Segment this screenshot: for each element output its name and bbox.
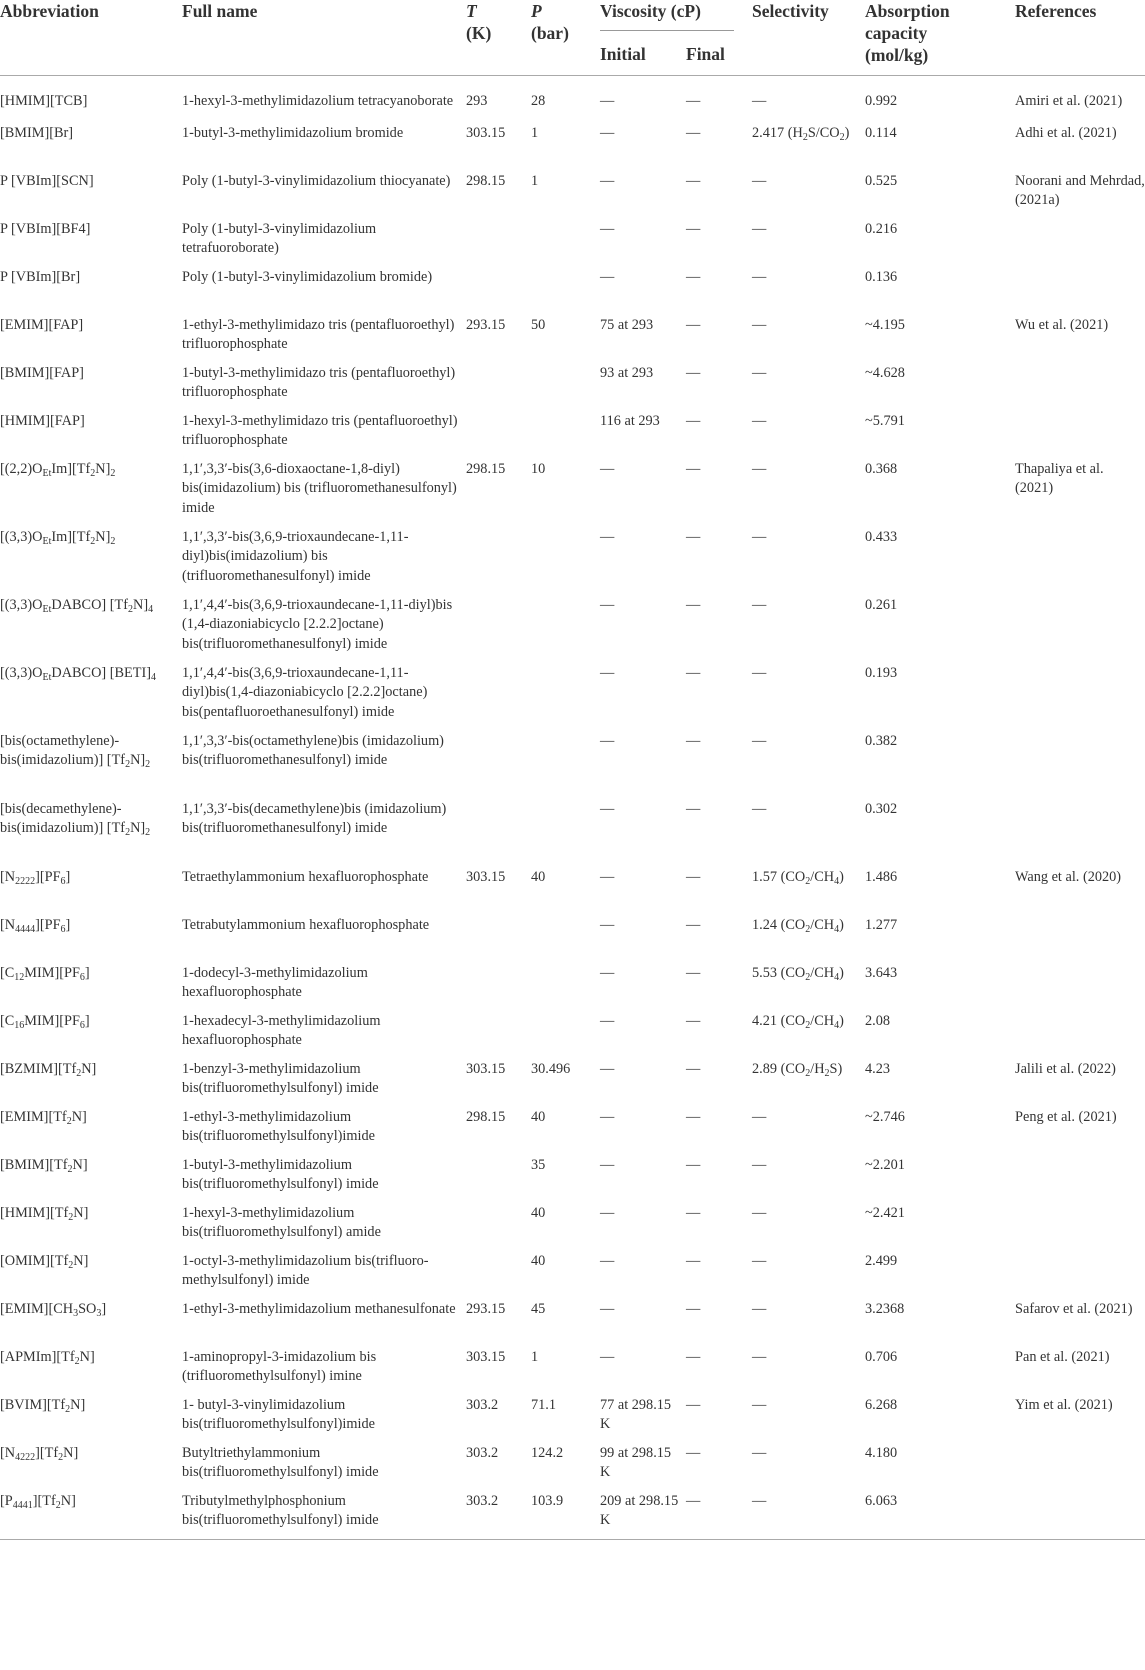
cell-abbreviation: [HMIM][TCB] bbox=[0, 93, 88, 109]
header-viscosity-final: Final bbox=[686, 44, 725, 64]
cell-temperature: 293 bbox=[466, 93, 488, 109]
table-row bbox=[0, 732, 1145, 800]
cell-pressure: 40 bbox=[531, 1252, 546, 1269]
cell-full-name: Poly (1-butyl-3-vinylimidazolium bromide) bbox=[182, 268, 433, 285]
cell-pressure bbox=[531, 664, 600, 732]
table-row bbox=[0, 1108, 1145, 1156]
cell-viscosity-final: — bbox=[686, 268, 701, 285]
cell-reference bbox=[1015, 412, 1145, 460]
cell-absorption-capacity: ~2.201 bbox=[865, 1156, 905, 1173]
cell-viscosity-final: — bbox=[686, 172, 701, 189]
cell-abbreviation: $[P_{4441}][Tf_2N]$ bbox=[0, 1492, 76, 1511]
cell-abbreviation: $[HMIM][Tf_2N]$ bbox=[0, 1204, 89, 1223]
cell-viscosity-final: — bbox=[686, 868, 701, 885]
cell-full-name: 1,1′,3,3′-bis(3,6,9-trioxaundecane-1,11-diyl)bis(imidazolium) bis (trifluoromethanesulfonyl) imide bbox=[182, 528, 409, 584]
cell-pressure bbox=[531, 528, 600, 596]
cell-viscosity-final: — bbox=[686, 1060, 701, 1077]
cell-viscosity-initial: — bbox=[600, 1300, 615, 1317]
cell-full-name: 1-butyl-3-methylimidazo tris (pentafluoroethyl) trifluorophosphate bbox=[182, 364, 456, 400]
cell-selectivity: — bbox=[752, 412, 767, 429]
cell-absorption-capacity: 0.525 bbox=[865, 172, 898, 189]
cell-pressure: 40 bbox=[531, 1108, 546, 1125]
table-row bbox=[0, 364, 1145, 412]
cell-abbreviation: [BMIM][Br] bbox=[0, 124, 74, 141]
cell-reference: Wang et al. (2020) bbox=[1015, 868, 1122, 885]
cell-selectivity: — bbox=[752, 1156, 767, 1173]
cell-absorption-capacity: ~2.421 bbox=[865, 1204, 905, 1221]
cell-pressure: 35 bbox=[531, 1156, 546, 1173]
table-row bbox=[0, 220, 1145, 268]
cell-temperature bbox=[466, 964, 531, 1012]
cell-abbreviation: [bis(decamethylene)-bis(imidazolium)] $[Tf_2N]_2$ bbox=[0, 800, 151, 838]
table-row bbox=[0, 1300, 1145, 1348]
cell-viscosity-initial: — bbox=[600, 1060, 615, 1077]
cell-full-name: 1,1′,4,4′-bis(3,6,9-trioxaundecane-1,11-diyl)bis (1,4-diazoniabicyclo [2.2.2]octane) bis(trifluoromethanesulfonyl) imide bbox=[182, 596, 453, 652]
cell-absorption-capacity: 0.216 bbox=[865, 220, 898, 237]
cell-viscosity-final: — bbox=[686, 916, 701, 933]
cell-absorption-capacity: 6.063 bbox=[865, 1492, 898, 1509]
cell-reference: Noorani and Mehrdad, (2021a) bbox=[1015, 172, 1145, 208]
cell-selectivity: 4.21 $(CO_2/CH_4)$ bbox=[752, 1012, 844, 1031]
cell-abbreviation: [EMIM][FAP] bbox=[0, 316, 84, 333]
cell-reference: Pan et al. (2021) bbox=[1015, 1348, 1110, 1365]
table-row bbox=[0, 868, 1145, 916]
cell-viscosity-final: — bbox=[686, 528, 701, 545]
cell-abbreviation: $[(3,3)O_{Et}Im][Tf_2N]_2$ bbox=[0, 528, 116, 547]
cell-pressure: 124.2 bbox=[531, 1444, 564, 1461]
cell-full-name: Poly (1-butyl-3-vinylimidazolium thiocyanate) bbox=[182, 172, 451, 189]
cell-viscosity-initial: 209 at 298.15 K bbox=[600, 1492, 679, 1528]
cell-absorption-capacity: 0.433 bbox=[865, 528, 898, 545]
cell-reference bbox=[1015, 1012, 1145, 1060]
cell-full-name: Tetraethylammonium hexafluorophosphate bbox=[182, 868, 429, 885]
header-selectivity: Selectivity bbox=[752, 1, 829, 21]
cell-viscosity-final: — bbox=[686, 1204, 701, 1221]
cell-pressure bbox=[531, 732, 600, 800]
cell-selectivity: 1.24 $(CO_2/CH_4)$ bbox=[752, 916, 844, 935]
cell-temperature: 303.15 bbox=[466, 1060, 506, 1077]
cell-full-name: 1,1′,4,4′-bis(3,6,9-trioxaundecane-1,11-diyl)bis(1,4-diazoniabicyclo [2.2.2]octane) bis(pentafluoroethanesulfonyl) imide bbox=[182, 664, 428, 720]
header-abbreviation: Abbreviation bbox=[0, 1, 99, 21]
table-row bbox=[0, 528, 1145, 596]
table-row bbox=[0, 664, 1145, 732]
cell-viscosity-initial: 93 at 293 bbox=[600, 364, 654, 381]
cell-abbreviation: P [VBIm][SCN] bbox=[0, 172, 94, 189]
table-row bbox=[0, 460, 1145, 528]
cell-reference bbox=[1015, 528, 1145, 596]
cell-viscosity-initial: — bbox=[600, 1108, 615, 1125]
cell-full-name: Butyltriethylammonium bis(trifluoromethylsulfonyl) imide bbox=[182, 1444, 379, 1480]
cell-viscosity-initial: — bbox=[600, 916, 615, 933]
cell-selectivity: — bbox=[752, 1444, 767, 1461]
table-row bbox=[0, 1444, 1145, 1492]
table-row bbox=[0, 412, 1145, 460]
cell-temperature: 298.15 bbox=[466, 1108, 506, 1125]
cell-temperature bbox=[466, 528, 531, 596]
cell-pressure: 103.9 bbox=[531, 1492, 564, 1509]
cell-reference: Yim et al. (2021) bbox=[1015, 1396, 1113, 1413]
cell-abbreviation: $[(2,2)O_{Et}Im][Tf_2N]_2$ bbox=[0, 460, 116, 479]
cell-absorption-capacity: 3.2368 bbox=[865, 1300, 905, 1317]
cell-reference: Adhi et al. (2021) bbox=[1015, 124, 1117, 141]
cell-viscosity-final: — bbox=[686, 1348, 701, 1365]
cell-viscosity-initial: — bbox=[600, 1156, 615, 1173]
cell-viscosity-initial: 116 at 293 bbox=[600, 412, 660, 429]
cell-reference bbox=[1015, 664, 1145, 732]
cell-abbreviation: $[C_{12}MIM][PF_6]$ bbox=[0, 964, 90, 983]
table-row bbox=[0, 1396, 1145, 1444]
cell-pressure bbox=[531, 268, 600, 316]
cell-full-name: 1-hexyl-3-methylimidazolium tetracyanoborate bbox=[182, 93, 454, 109]
cell-viscosity-final: — bbox=[686, 1396, 701, 1413]
cell-viscosity-initial: — bbox=[600, 664, 615, 681]
cell-viscosity-final: — bbox=[686, 460, 701, 477]
header-viscosity: Viscosity (cP) bbox=[600, 0, 752, 39]
cell-reference bbox=[1015, 800, 1145, 868]
table-row bbox=[0, 316, 1145, 364]
cell-full-name: 1,1′,3,3′-bis(octamethylene)bis (imidazolium) bis(trifluoromethanesulfonyl) imide bbox=[182, 732, 444, 768]
cell-abbreviation: $[OMIM][Tf_2N]$ bbox=[0, 1252, 89, 1271]
cell-selectivity: — bbox=[752, 1252, 767, 1269]
table-row bbox=[0, 1156, 1145, 1204]
table-row bbox=[0, 1204, 1145, 1252]
cell-temperature bbox=[466, 268, 531, 316]
cell-selectivity: 2.89 $(CO_2/H_2S)$ bbox=[752, 1060, 843, 1079]
cell-abbreviation: [bis(octamethylene)-bis(imidazolium)] $[Tf_2N]_2$ bbox=[0, 732, 151, 770]
cell-full-name: 1- butyl-3-vinylimidazolium bis(trifluoromethylsulfonyl)imide bbox=[182, 1396, 375, 1432]
table-row bbox=[0, 76, 1145, 124]
cell-viscosity-final: — bbox=[686, 220, 701, 237]
cell-viscosity-final: — bbox=[686, 364, 701, 381]
cell-reference bbox=[1015, 596, 1145, 664]
cell-full-name: 1-benzyl-3-methylimidazolium bis(trifluoromethylsulfonyl) imide bbox=[182, 1060, 379, 1096]
table-row bbox=[0, 1012, 1145, 1060]
cell-selectivity: — bbox=[752, 316, 767, 333]
cell-temperature bbox=[466, 364, 531, 412]
table-row bbox=[0, 172, 1145, 220]
cell-pressure bbox=[531, 364, 600, 412]
cell-full-name: Poly (1-butyl-3-vinylimidazolium tetrafuoroborate) bbox=[182, 220, 377, 256]
cell-reference: Amiri et al. (2021) bbox=[1015, 93, 1123, 109]
cell-temperature bbox=[466, 596, 531, 664]
cell-selectivity: — bbox=[752, 1204, 767, 1221]
cell-absorption-capacity: 2.08 bbox=[865, 1012, 891, 1029]
cell-temperature bbox=[466, 664, 531, 732]
cell-full-name: 1-aminopropyl-3-imidazolium bis (trifluoromethylsulfonyl) imine bbox=[182, 1348, 377, 1384]
cell-viscosity-final: — bbox=[686, 1156, 701, 1173]
cell-full-name: 1-ethyl-3-methylimidazolium bis(trifluoromethylsulfonyl)imide bbox=[182, 1108, 375, 1144]
cell-temperature bbox=[466, 1252, 531, 1300]
table-row bbox=[0, 1060, 1145, 1108]
cell-viscosity-initial: — bbox=[600, 1348, 615, 1365]
cell-viscosity-initial: — bbox=[600, 596, 615, 613]
cell-viscosity-initial: — bbox=[600, 460, 615, 477]
cell-viscosity-final: — bbox=[686, 596, 701, 613]
cell-viscosity-initial: 99 at 298.15 K bbox=[600, 1444, 672, 1480]
cell-abbreviation: $[APMIm][Tf_2N]$ bbox=[0, 1348, 95, 1367]
cell-pressure: 1 bbox=[531, 124, 539, 141]
cell-abbreviation: $[C_{16}MIM][PF_6]$ bbox=[0, 1012, 90, 1031]
cell-temperature bbox=[466, 1156, 531, 1204]
cell-reference: Thapaliya et al. (2021) bbox=[1015, 460, 1104, 496]
cell-viscosity-final: — bbox=[686, 412, 701, 429]
cell-selectivity: — bbox=[752, 528, 767, 545]
cell-viscosity-final: — bbox=[686, 1492, 701, 1509]
cell-viscosity-initial: — bbox=[600, 528, 615, 545]
cell-viscosity-initial: — bbox=[600, 172, 615, 189]
cell-abbreviation: P [VBIm][BF4] bbox=[0, 220, 91, 237]
cell-temperature bbox=[466, 1204, 531, 1252]
cell-abbreviation: $[N_{4444}][PF_6]$ bbox=[0, 916, 71, 935]
header-full-name: Full name bbox=[182, 1, 258, 21]
cell-viscosity-final: — bbox=[686, 124, 701, 141]
cell-full-name: 1-octyl-3-methylimidazolium bis(trifluoro-methylsulfonyl) imide bbox=[182, 1252, 429, 1288]
cell-absorption-capacity: 4.180 bbox=[865, 1444, 898, 1461]
cell-viscosity-initial: — bbox=[600, 964, 615, 981]
cell-absorption-capacity: 0.193 bbox=[865, 664, 898, 681]
cell-pressure bbox=[531, 596, 600, 664]
cell-temperature: 298.15 bbox=[466, 460, 506, 477]
cell-reference: Safarov et al. (2021) bbox=[1015, 1300, 1133, 1317]
cell-selectivity: — bbox=[752, 1108, 767, 1125]
cell-pressure bbox=[531, 1012, 600, 1060]
cell-pressure bbox=[531, 412, 600, 460]
table-row bbox=[0, 916, 1145, 964]
cell-reference bbox=[1015, 964, 1145, 1012]
cell-reference bbox=[1015, 1204, 1145, 1252]
table-row bbox=[0, 268, 1145, 316]
cell-pressure: 30.496 bbox=[531, 1060, 571, 1077]
cell-pressure bbox=[531, 916, 600, 964]
table-row bbox=[0, 596, 1145, 664]
cell-pressure bbox=[531, 964, 600, 1012]
cell-absorption-capacity: 2.499 bbox=[865, 1252, 898, 1269]
cell-temperature bbox=[466, 800, 531, 868]
cell-temperature: 303.2 bbox=[466, 1444, 499, 1461]
cell-selectivity: — bbox=[752, 93, 767, 109]
cell-viscosity-initial: — bbox=[600, 868, 615, 885]
cell-selectivity: 2.417 $(H_2S/CO_2)$ bbox=[752, 124, 850, 143]
cell-absorption-capacity: 0.136 bbox=[865, 268, 898, 285]
cell-temperature: 303.15 bbox=[466, 868, 506, 885]
cell-selectivity: — bbox=[752, 664, 767, 681]
cell-full-name: Tetrabutylammonium hexafluorophosphate bbox=[182, 916, 430, 933]
cell-viscosity-final: — bbox=[686, 964, 701, 981]
cell-full-name: 1-hexadecyl-3-methylimidazolium hexafluorophosphate bbox=[182, 1012, 381, 1048]
cell-viscosity-final: — bbox=[686, 732, 701, 749]
cell-reference bbox=[1015, 1492, 1145, 1540]
cell-pressure: 45 bbox=[531, 1300, 546, 1317]
cell-pressure: 10 bbox=[531, 460, 546, 477]
cell-full-name: 1,1′,3,3′-bis(3,6-dioxaoctane-1,8-diyl) bis(imidazolium) bis (trifluoromethanesulfonyl) imide bbox=[182, 460, 457, 516]
cell-abbreviation: $[BMIM][Tf_2N]$ bbox=[0, 1156, 88, 1175]
cell-reference bbox=[1015, 220, 1145, 268]
cell-selectivity: 5.53 $(CO_2/CH_4)$ bbox=[752, 964, 844, 983]
cell-temperature bbox=[466, 732, 531, 800]
cell-viscosity-initial: — bbox=[600, 1012, 615, 1029]
cell-viscosity-final: — bbox=[686, 800, 701, 817]
cell-full-name: 1-ethyl-3-methylimidazo tris (pentafluoroethyl) trifluorophosphate bbox=[182, 316, 455, 352]
cell-reference bbox=[1015, 732, 1145, 800]
cell-abbreviation: P [VBIm][Br] bbox=[0, 268, 81, 285]
table-body bbox=[0, 76, 1145, 1540]
table-row bbox=[0, 1252, 1145, 1300]
cell-selectivity: — bbox=[752, 732, 767, 749]
cell-temperature bbox=[466, 220, 531, 268]
cell-temperature: 298.15 bbox=[466, 172, 506, 189]
cell-absorption-capacity: 6.268 bbox=[865, 1396, 898, 1413]
cell-selectivity: — bbox=[752, 800, 767, 817]
cell-temperature: 303.2 bbox=[466, 1396, 499, 1413]
cell-viscosity-initial: — bbox=[600, 732, 615, 749]
cell-viscosity-final: — bbox=[686, 1300, 701, 1317]
cell-absorption-capacity: 1.486 bbox=[865, 868, 898, 885]
cell-temperature: 293.15 bbox=[466, 316, 506, 333]
cell-temperature bbox=[466, 412, 531, 460]
cell-full-name: 1-ethyl-3-methylimidazolium methanesulfonate bbox=[182, 1300, 456, 1317]
cell-full-name: Tributylmethylphosphonium bis(trifluoromethylsulfonyl) imide bbox=[182, 1492, 379, 1528]
cell-viscosity-final: — bbox=[686, 93, 701, 109]
cell-absorption-capacity: 0.992 bbox=[865, 93, 898, 109]
cell-pressure: 40 bbox=[531, 868, 546, 885]
cell-viscosity-final: — bbox=[686, 1252, 701, 1269]
cell-viscosity-initial: — bbox=[600, 1204, 615, 1221]
cell-reference: Jalili et al. (2022) bbox=[1015, 1060, 1116, 1077]
header-temperature: T (K) bbox=[466, 1, 492, 43]
cell-temperature: 303.2 bbox=[466, 1492, 499, 1509]
cell-full-name: 1-butyl-3-methylimidazolium bromide bbox=[182, 124, 404, 141]
cell-reference: Wu et al. (2021) bbox=[1015, 316, 1109, 333]
table-row bbox=[0, 124, 1145, 172]
cell-full-name: 1-butyl-3-methylimidazolium bis(trifluoromethylsulfonyl) imide bbox=[182, 1156, 379, 1192]
cell-full-name: 1-hexyl-3-methylimidazo tris (pentafluoroethyl) trifluorophosphate bbox=[182, 412, 458, 448]
cell-reference: Peng et al. (2021) bbox=[1015, 1108, 1117, 1125]
cell-reference bbox=[1015, 1252, 1145, 1300]
cell-full-name: 1-dodecyl-3-methylimidazolium hexafluorophosphate bbox=[182, 964, 368, 1000]
table-header bbox=[0, 0, 1145, 76]
cell-viscosity-initial: 75 at 293 bbox=[600, 316, 654, 333]
cell-absorption-capacity: ~4.195 bbox=[865, 316, 905, 333]
cell-viscosity-final: — bbox=[686, 1444, 701, 1461]
cell-abbreviation: $[BVIM][Tf_2N]$ bbox=[0, 1396, 86, 1415]
cell-absorption-capacity: 0.382 bbox=[865, 732, 898, 749]
cell-viscosity-final: — bbox=[686, 1012, 701, 1029]
cell-viscosity-initial: — bbox=[600, 1252, 615, 1269]
cell-selectivity: — bbox=[752, 1396, 767, 1413]
cell-pressure: 28 bbox=[531, 93, 546, 109]
cell-viscosity-initial: — bbox=[600, 124, 615, 141]
cell-selectivity: 1.57 $(CO_2/CH_4)$ bbox=[752, 868, 844, 887]
cell-abbreviation: $[N_{4222}][Tf_2N]$ bbox=[0, 1444, 79, 1463]
cell-full-name: 1,1′,3,3′-bis(decamethylene)bis (imidazolium) bis(trifluoromethanesulfonyl) imide bbox=[182, 800, 447, 836]
cell-selectivity: — bbox=[752, 172, 767, 189]
cell-selectivity: — bbox=[752, 1492, 767, 1509]
header-absorption-capacity: Absorption capacity (mol/kg) bbox=[865, 1, 950, 65]
cell-viscosity-initial: — bbox=[600, 268, 615, 285]
header-pressure: P (bar) bbox=[531, 1, 569, 43]
table-row bbox=[0, 1492, 1145, 1540]
cell-selectivity: — bbox=[752, 596, 767, 613]
header-viscosity-initial: Initial bbox=[600, 44, 646, 64]
cell-viscosity-final: — bbox=[686, 316, 701, 333]
cell-absorption-capacity: 0.706 bbox=[865, 1348, 898, 1365]
cell-pressure: 1 bbox=[531, 172, 539, 189]
cell-absorption-capacity: ~5.791 bbox=[865, 412, 905, 429]
cell-selectivity: — bbox=[752, 1300, 767, 1317]
cell-absorption-capacity: 0.302 bbox=[865, 800, 898, 817]
cell-selectivity: — bbox=[752, 460, 767, 477]
cell-selectivity: — bbox=[752, 364, 767, 381]
table-row bbox=[0, 800, 1145, 868]
cell-temperature bbox=[466, 916, 531, 964]
cell-abbreviation: $[(3,3)O_{Et}DABCO]$ $[Tf_2N]_4$ bbox=[0, 596, 154, 615]
cell-reference bbox=[1015, 916, 1145, 964]
cell-absorption-capacity: 4.23 bbox=[865, 1060, 891, 1077]
cell-reference bbox=[1015, 1156, 1145, 1204]
cell-viscosity-initial: — bbox=[600, 220, 615, 237]
cell-viscosity-initial: — bbox=[600, 93, 615, 109]
cell-selectivity: — bbox=[752, 268, 767, 285]
cell-pressure bbox=[531, 220, 600, 268]
cell-reference bbox=[1015, 268, 1145, 316]
cell-viscosity-initial: 77 at 298.15 K bbox=[600, 1396, 672, 1432]
cell-viscosity-initial: — bbox=[600, 800, 615, 817]
table-row bbox=[0, 1348, 1145, 1396]
cell-absorption-capacity: 3.643 bbox=[865, 964, 898, 981]
cell-temperature: 293.15 bbox=[466, 1300, 506, 1317]
cell-absorption-capacity: 0.368 bbox=[865, 460, 898, 477]
table-row bbox=[0, 964, 1145, 1012]
cell-absorption-capacity: ~4.628 bbox=[865, 364, 905, 381]
cell-absorption-capacity: 0.261 bbox=[865, 596, 898, 613]
cell-reference bbox=[1015, 1444, 1145, 1492]
cell-pressure: 50 bbox=[531, 316, 546, 333]
cell-reference bbox=[1015, 364, 1145, 412]
cell-viscosity-final: — bbox=[686, 664, 701, 681]
cell-abbreviation: [HMIM][FAP] bbox=[0, 412, 85, 429]
cell-absorption-capacity: ~2.746 bbox=[865, 1108, 905, 1125]
cell-temperature: 303.15 bbox=[466, 124, 506, 141]
cell-pressure: 71.1 bbox=[531, 1396, 557, 1413]
cell-full-name: 1-hexyl-3-methylimidazolium bis(trifluoromethylsulfonyl) amide bbox=[182, 1204, 381, 1240]
cell-selectivity: — bbox=[752, 1348, 767, 1365]
cell-abbreviation: $[BZMIM][Tf_2N]$ bbox=[0, 1060, 97, 1079]
header-references: References bbox=[1015, 1, 1097, 21]
cell-pressure: 40 bbox=[531, 1204, 546, 1221]
cell-abbreviation: $[EMIM][CH_3SO_3]$ bbox=[0, 1300, 107, 1319]
cell-viscosity-final: — bbox=[686, 1108, 701, 1125]
cell-pressure: 1 bbox=[531, 1348, 539, 1365]
cell-absorption-capacity: 0.114 bbox=[865, 124, 897, 141]
cell-abbreviation: $[(3,3)O_{Et}DABCO]$ $[BETI]_4$ bbox=[0, 664, 157, 683]
cell-abbreviation: $[N_{2222}][PF_6]$ bbox=[0, 868, 71, 887]
cell-selectivity: — bbox=[752, 220, 767, 237]
cell-abbreviation: [BMIM][FAP] bbox=[0, 364, 84, 381]
cell-abbreviation: $[EMIM][Tf_2N]$ bbox=[0, 1108, 87, 1127]
cell-absorption-capacity: 1.277 bbox=[865, 916, 898, 933]
cell-pressure bbox=[531, 800, 600, 868]
cell-temperature bbox=[466, 1012, 531, 1060]
cell-temperature: 303.15 bbox=[466, 1348, 506, 1365]
